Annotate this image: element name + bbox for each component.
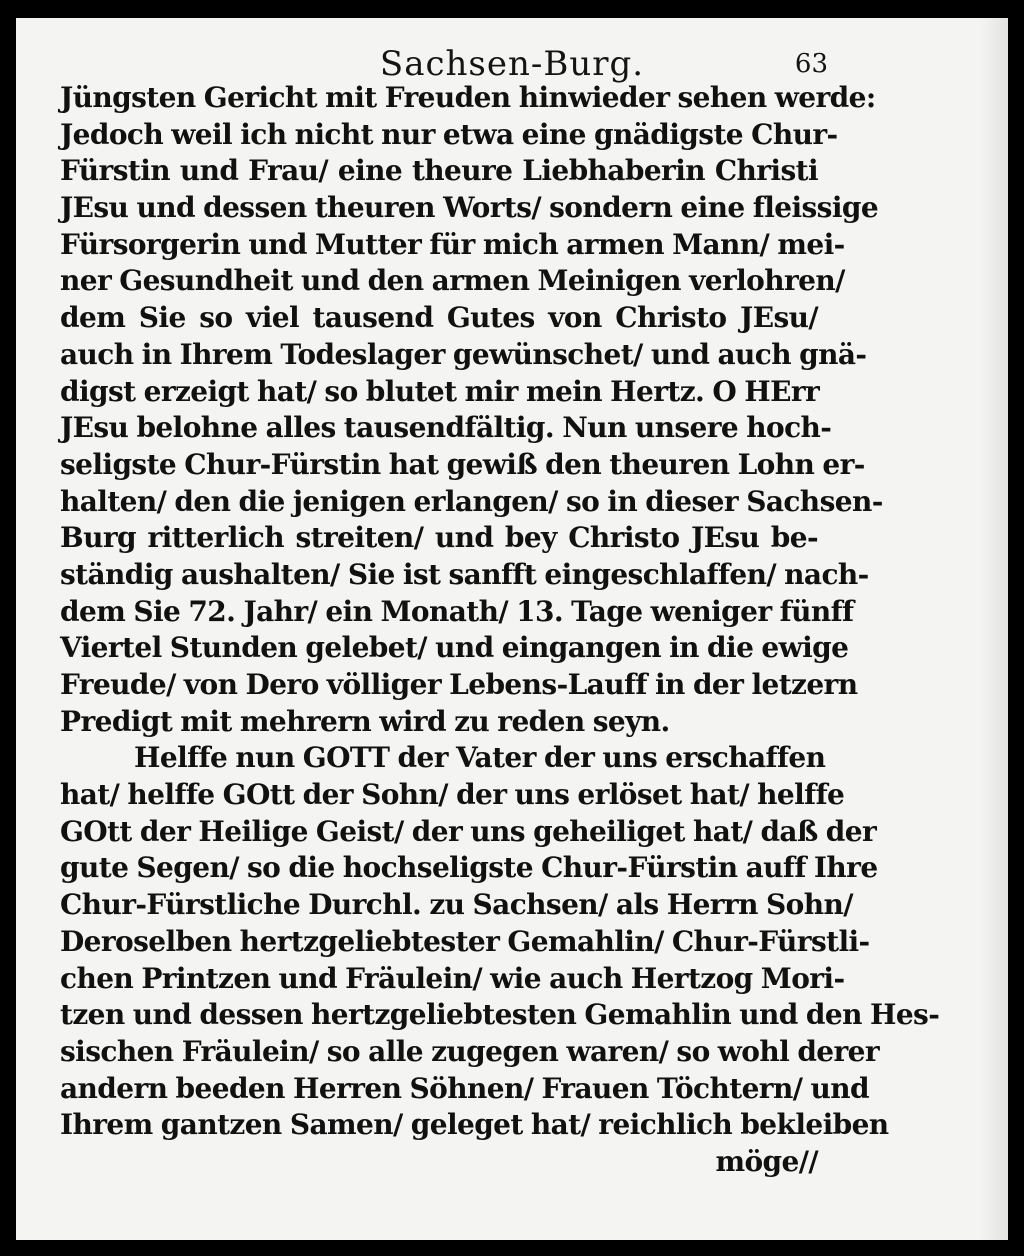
text-line: Freude/ von Dero völliger Lebens-Lauff in der letzern bbox=[60, 668, 858, 701]
text-line: Jüngsten Gericht mit Freuden hinwieder sehen werde: bbox=[60, 81, 876, 114]
text-line: GOtt der Heilige Geist/ der uns geheiliget hat/ daß der bbox=[60, 814, 877, 848]
running-head: Sachsen-Burg. bbox=[379, 44, 645, 84]
text-line: andern beeden Herren Söhnen/ Frauen Töchtern/ und bbox=[60, 1071, 869, 1105]
text-line: Helffe nun GOTT der Vater der uns erschaffen bbox=[134, 741, 826, 775]
catchword: möge// bbox=[715, 1144, 818, 1178]
text-line: ner Gesundheit und den armen Meinigen verlohren/ bbox=[60, 264, 845, 298]
text-line: digst erzeigt hat/ so blutet mir mein Hertz. O HErr bbox=[60, 374, 820, 408]
text-line: Predigt mit mehrern wird zu reden seyn. bbox=[60, 704, 670, 738]
text-line: Viertel Stunden gelebet/ und eingangen in die ewige bbox=[60, 631, 849, 665]
text-line: ständig aushalten/ Sie ist sanfft eingeschlaffen/ nach- bbox=[60, 557, 869, 591]
text-line: tzen und dessen hertzgeliebtesten Gemahlin und den Hes- bbox=[60, 998, 940, 1032]
text-line: Ihrem gantzen Samen/ geleget hat/ reichlich bekleiben bbox=[60, 1108, 889, 1142]
text-line: sischen Fräulein/ so alle zugegen waren/ so wohl derer bbox=[60, 1034, 880, 1068]
text-line: Burg ritterlich streiten/ und bey Christo JEsu be- bbox=[60, 521, 818, 555]
page-number: 63 bbox=[794, 49, 828, 79]
text-line: JEsu und dessen theuren Worts/ sondern eine fleissige bbox=[60, 191, 879, 225]
text-line: hat/ helffe GOtt der Sohn/ der uns erlöset hat/ helffe bbox=[60, 778, 845, 812]
text-line: Jedoch weil ich nicht nur etwa eine gnädigste Chur- bbox=[60, 117, 838, 151]
text-line: gute Segen/ so die hochseligste Chur-Fürstin auff Ihre bbox=[60, 851, 878, 885]
text-line: Fürsorgerin und Mutter für mich armen Mann/ mei- bbox=[60, 227, 845, 261]
text-line: Chur-Fürstliche Durchl. zu Sachsen/ als Herrn Sohn/ bbox=[60, 888, 853, 922]
text-line: chen Printzen und Fräulein/ wie auch Hertzog Mori- bbox=[60, 961, 845, 995]
text-line: dem Sie 72. Jahr/ ein Monath/ 13. Tage weniger fünff bbox=[60, 594, 854, 628]
body-text bbox=[60, 80, 940, 1181]
text-line: Fürstin und Frau/ eine theure Liebhaberin Christi bbox=[60, 154, 818, 188]
book-page bbox=[16, 18, 1008, 1240]
text-line: Deroselben hertzgeliebtester Gemahlin/ Chur-Fürstli- bbox=[60, 924, 870, 958]
text-line: halten/ den die jenigen erlangen/ so in dieser Sachsen- bbox=[60, 484, 883, 518]
text-line: JEsu belohne alles tausendfältig. Nun unsere hoch- bbox=[60, 411, 832, 445]
text-line: seligste Chur-Fürstin hat gewiß den theuren Lohn er- bbox=[60, 447, 865, 481]
text-line: auch in Ihrem Todeslager gewünschet/ und auch gnä- bbox=[60, 337, 867, 371]
text-line: dem Sie so viel tausend Gutes von Christo JEsu/ bbox=[60, 301, 818, 335]
